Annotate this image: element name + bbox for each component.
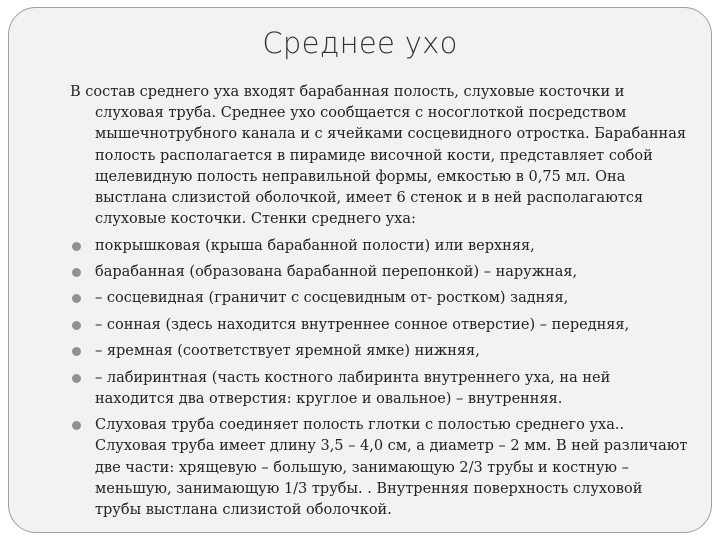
intro-paragraph: В состав среднего уха входят барабанная полость, слуховые косточки и слуховая труба. Среднее ухо сообщается с носоглоткой посредством мышечнотрубного канала и с ячейками сосцевидного отростка. Барабанная полость располагается в пирамиде височной кости, представляет собой щелевидную полость неправильной формы, емкостью в 0,75 мл. Она выстлана слизистой оболочкой, имеет 6 стенок и в ней располагаются слуховые косточки. Стенки среднего уха:: [70, 84, 686, 228]
bullet-text: Слуховая труба соединяет полость глотки с полостью среднего уха.. Слуховая труба имеет длину 3,5 – 4,0 см, а диаметр – 2 мм. В ней различают две части: хрящевую – большую, занимающую 2/3 трубы и костную – меньшую, занимающую 1/3 трубы. . Внутренняя поверхность слуховой трубы выстлана слизистой оболочкой.: [95, 417, 688, 518]
slide-body: [70, 82, 690, 521]
bullet-text: – яремная (соответствует яремной ямке) нижняя,: [95, 343, 480, 360]
slide-title: Среднее ухо: [262, 26, 458, 60]
bullet-text: покрышковая (крыша барабанной полости) или верхняя,: [95, 237, 535, 254]
bullet-dot-icon: [72, 294, 81, 303]
bullet-dot-icon: [72, 242, 81, 251]
bullet-text: барабанная (образована барабанной перепонкой) – наружная,: [95, 264, 578, 280]
bullet-dot-icon: [72, 321, 81, 330]
bullet-dot-icon: [72, 421, 81, 430]
bullet-text: – сонная (здесь находится внутреннее сонное отверстие) – передняя,: [95, 316, 630, 333]
bullet-list: [70, 236, 690, 522]
bullet-item: [70, 315, 690, 336]
bullet-item: [70, 415, 690, 521]
bullet-item: [70, 341, 690, 362]
bullet-text: – сосцевидная (граничит с сосцевидным от- ростком) задняя,: [95, 290, 569, 307]
bullet-item: [70, 288, 690, 309]
bullet-item: [70, 236, 690, 257]
bullet-item: [70, 368, 690, 410]
bullet-dot-icon: [72, 374, 81, 383]
bullet-text: – лабиринтная (часть костного лабиринта внутреннего уха, на ней находится два отверстия: круглое и овальное) – внутренняя.: [95, 369, 611, 407]
bullet-dot-icon: [72, 347, 81, 356]
bullet-dot-icon: [72, 268, 81, 277]
bullet-item: [70, 262, 690, 283]
